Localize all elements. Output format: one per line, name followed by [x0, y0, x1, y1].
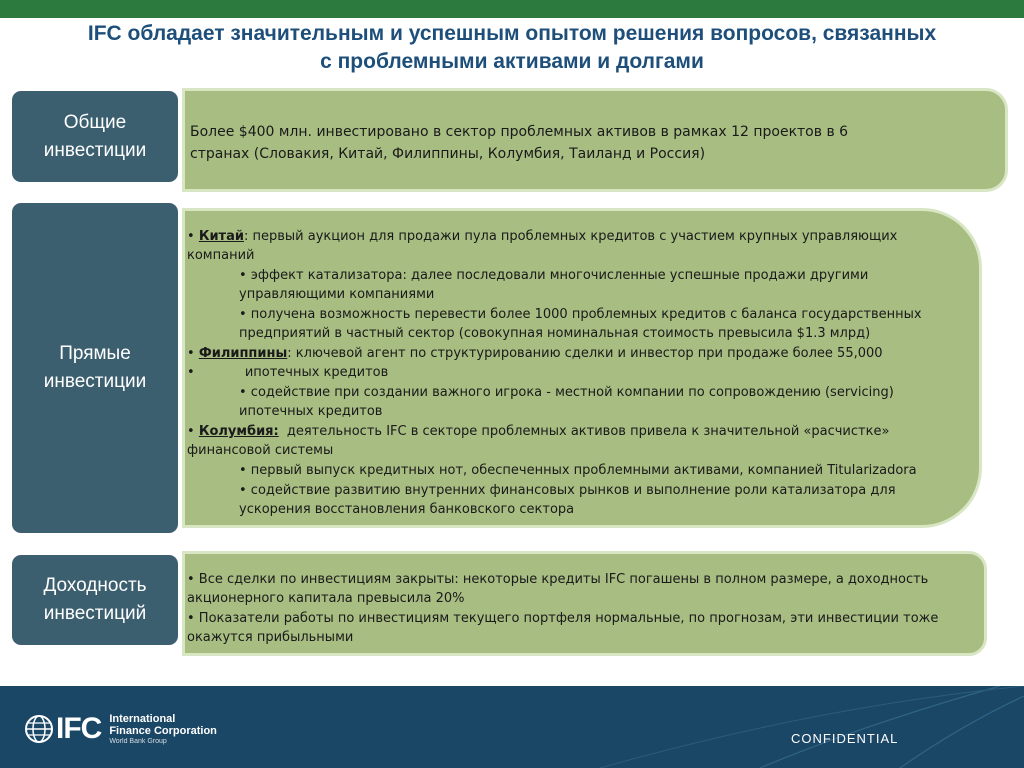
bullet: •: [187, 346, 195, 361]
globe-icon: [24, 714, 54, 744]
china-sub1-line1: • эффект катализатора: далее последовали многочисленные успешные продажи другими: [239, 268, 869, 283]
organization-name: [109, 713, 217, 746]
colombia-label: Колумбия:: [198, 424, 279, 439]
general-label-line1: Общие: [63, 111, 127, 133]
org-line2: Finance Corporation: [109, 724, 217, 737]
philippines-sub1-line1: • содействие при создании важного игрока - местной компании по сопровождению (servicing): [239, 385, 894, 400]
colombia-sub2-line1: • содействие развитию внутренних финансовых рынков и выполнение роли катализатора для: [239, 483, 896, 498]
investment-returns-content: [182, 551, 987, 656]
china-text: : первый аукцион для продажи пула проблемных кредитов с участием крупных управляющих: [243, 229, 898, 244]
returns-label-line2: инвестиций: [43, 603, 147, 624]
philippines-item: [187, 344, 883, 363]
china-sub2-line1: • получена возможность перевести более 1000 проблемных кредитов с баланса государственных: [239, 307, 922, 322]
general-investments-label: [12, 91, 178, 182]
returns-item1-line2: акционерного капитала превысила 20%: [187, 591, 465, 606]
general-text-line2: странах (Словакия, Китай, Филиппины, Колумбия, Таиланд и Россия): [190, 146, 706, 162]
colombia-text-cont: финансовой системы: [187, 443, 334, 458]
china-item: [187, 227, 897, 246]
china-label: Китай: [198, 229, 244, 244]
investment-returns-label: [12, 555, 178, 645]
slide-title-line1: IFC обладает значительным и успешным опытом решения вопросов, связанных: [87, 22, 937, 45]
china-text-cont: компаний: [187, 248, 255, 263]
philippines-sub1-line2: ипотечных кредитов: [239, 404, 383, 419]
returns-label-line1: Доходность: [43, 575, 147, 596]
confidential-label: CONFIDENTIAL: [791, 731, 899, 746]
general-investments-content: [182, 88, 1008, 192]
direct-label-line1: Прямые: [59, 343, 131, 364]
bullet: •: [187, 229, 195, 244]
colombia-text: деятельность IFC в секторе проблемных активов привела к значительной «расчистке»: [286, 424, 890, 439]
ifc-logo: [24, 712, 217, 746]
bullet: •: [187, 365, 195, 380]
org-line3: World Bank Group: [109, 737, 167, 745]
returns-item2-line2: окажутся прибыльными: [187, 630, 354, 645]
slide-title: [0, 20, 1024, 80]
org-line1: International: [109, 712, 176, 725]
china-sub2-line2: предприятий в частный сектор (совокупная номинальная стоимость превысила $1.3 млрд): [239, 326, 871, 341]
general-label-line2: инвестиции: [43, 139, 147, 161]
philippines-label: Филиппины: [198, 346, 288, 361]
footer-bar: [0, 686, 1024, 768]
returns-item2-line1: • Показатели работы по инвестициям текущего портфеля нормальные, по прогнозам, эти инвестиции тоже: [187, 611, 939, 626]
direct-investments-label: [12, 203, 178, 533]
direct-investments-content: [182, 208, 982, 528]
philippines-text: : ключевой агент по структурированию сделки и инвестор при продаже более 55,000: [287, 346, 883, 361]
colombia-sub2-line2: ускорения восстановления банковского сектора: [239, 502, 575, 517]
colombia-item: [187, 422, 889, 441]
philippines-item-cont: [187, 363, 388, 382]
general-investments-text: [190, 121, 980, 165]
top-accent-bar: [0, 0, 1024, 18]
slide-title-line2: с проблемными активами и долгами: [320, 50, 704, 73]
bullet: •: [187, 424, 195, 439]
colombia-sub1: • первый выпуск кредитных нот, обеспеченных проблемными активами, компанией Titularizadora: [239, 463, 917, 478]
philippines-text-cont: ипотечных кредитов: [244, 365, 389, 380]
direct-label-line2: инвестиции: [43, 371, 147, 392]
ifc-logo-text: IFC: [56, 712, 102, 745]
general-text-line1: Более $400 млн. инвестировано в сектор проблемных активов в рамках 12 проектов в 6: [190, 124, 849, 140]
returns-item1-line1: • Все сделки по инвестициям закрыты: некоторые кредиты IFC погашены в полном размере, а доходность: [187, 572, 929, 587]
china-sub1-line2: управляющими компаниями: [239, 287, 435, 302]
